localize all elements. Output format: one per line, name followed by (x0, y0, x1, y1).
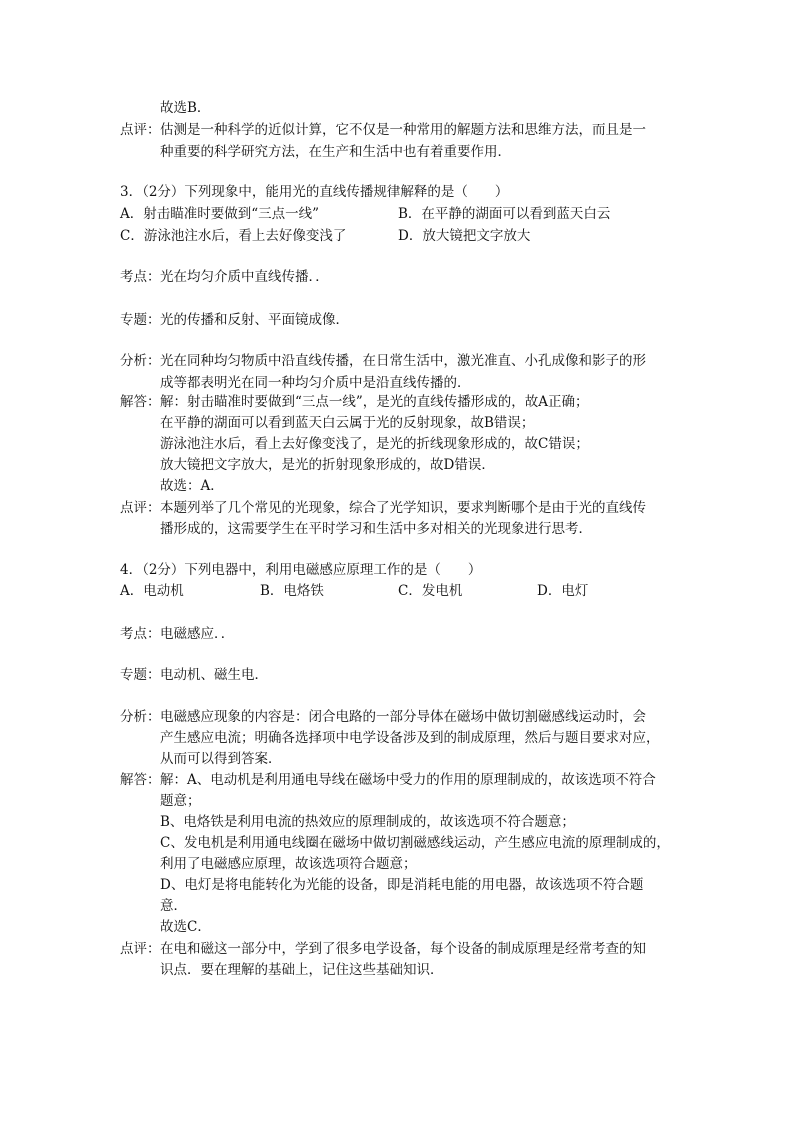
q3-option-d: D．放大镜把文字放大 (398, 228, 531, 244)
q3-fenxi-line-2: 成等都表明光在同一种均匀介质中是沿直线传播的． (160, 375, 471, 391)
q4-fenxi-line-2: 产生感应电流；明确各选择项中电学设备涉及到的制成原理，然后与题目要求对应， (160, 730, 660, 746)
q3-jieda-line-1: 解：射击瞄准时要做到“三点一线”，是光的直线传播形成的，故A正确； (160, 394, 589, 410)
q3-zhuanti-label: 专题： (120, 312, 161, 328)
prev-comment-line-1: 估测是一种科学的近似计算，它不仅是一种常用的解题方法和思维方法，而且是一 (160, 122, 646, 138)
q4-stem: 4．（2分）下列电器中，利用电磁感应原理工作的是（ ） (120, 562, 482, 578)
q3-fenxi-line-1: 光在同种均匀物质中沿直线传播，在日常生活中，激光准直、小孔成像和影子的形 (160, 353, 646, 369)
q3-jieda-line-3: 游泳池注水后，看上去好像变浅了，是光的折线现象形成的，故C错误； (160, 436, 589, 452)
q4-fenxi-line-3: 从而可以得到答案． (160, 751, 282, 767)
q3-kaodian-label: 考点： (120, 269, 161, 285)
q3-option-b: B．在平静的湖面可以看到蓝天白云 (398, 206, 611, 222)
prev-comment-label: 点评： (120, 122, 161, 138)
q4-jieda-line-1: 解：A、电动机是利用通电导线在磁场中受力的作用的原理制成的，故该选项不符合 (160, 772, 656, 788)
q3-jieda-line-2: 在平静的湖面可以看到蓝天白云属于光的反射现象，故B错误； (160, 415, 535, 431)
q4-jieda-line-3: B、电烙铁是利用电流的热效应的原理制成的，故该选项不符合题意； (160, 814, 575, 830)
q3-stem: 3．（2分）下列现象中，能用光的直线传播规律解释的是（ ） (120, 184, 509, 200)
q4-option-a: A．电动机 (120, 583, 184, 599)
q3-dianping-label: 点评： (120, 500, 161, 516)
q4-zhuanti: 电动机、磁生电． (160, 667, 268, 683)
q4-option-d: D．电灯 (537, 583, 589, 599)
q4-fenxi-line-1: 电磁感应现象的内容是：闭合电路的一部分导体在磁场中做切割磁感线运动时，会 (160, 709, 646, 725)
q3-jieda-line-5: 故选：A． (160, 478, 224, 494)
q4-jieda-line-5: 利用了电磁感应原理，故该选项符合题意； (160, 856, 417, 872)
q4-dianping-label: 点评： (120, 941, 161, 957)
q4-zhuanti-label: 专题： (120, 667, 161, 683)
q3-zhuanti: 光的传播和反射、平面镜成像． (160, 312, 349, 328)
q4-option-b: B．电烙铁 (260, 583, 324, 599)
prev-answer: 故选B． (160, 100, 211, 116)
q4-dianping-line-2: 识点．要在理解的基础上，记住这些基础知识． (160, 962, 444, 978)
q4-jieda-line-2: 题意； (160, 793, 201, 809)
q4-jieda-label: 解答： (120, 772, 161, 788)
q4-kaodian: 电磁感应．． (160, 626, 235, 642)
q3-kaodian: 光在均匀介质中直线传播．． (160, 269, 329, 285)
q4-jieda-line-4: C、发电机是利用通电线圈在磁场中做切割磁感线运动，产生感应电流的原理制成的， (160, 835, 670, 851)
q3-option-c: C．游泳池注水后，看上去好像变浅了 (120, 228, 347, 244)
q3-jieda-label: 解答： (120, 394, 161, 410)
q4-kaodian-label: 考点： (120, 626, 161, 642)
q3-fenxi-label: 分析： (120, 353, 161, 369)
q4-jieda-line-8: 故选C． (160, 919, 211, 935)
q3-dianping-line-2: 播形成的，这需要学生在平时学习和生活中多对相关的光现象进行思考． (160, 521, 592, 537)
q4-jieda-line-7: 意． (160, 898, 187, 914)
q4-option-c: C．发电机 (398, 583, 463, 599)
q4-dianping-line-1: 在电和磁这一部分中，学到了很多电学设备，每个设备的制成原理是经常考查的知 (160, 941, 646, 957)
q4-jieda-line-6: D、电灯是将电能转化为光能的设备，即是消耗电能的用电器，故该选项不符合题 (160, 877, 644, 893)
q3-dianping-line-1: 本题列举了几个常见的光现象，综合了光学知识，要求判断哪个是由于光的直线传 (160, 500, 646, 516)
q3-jieda-line-4: 放大镜把文字放大，是光的折射现象形成的，故D错误． (160, 457, 495, 473)
q4-fenxi-label: 分析： (120, 709, 161, 725)
prev-comment-line-2: 种重要的科学研究方法，在生产和生活中也有着重要作用． (160, 144, 511, 160)
q3-option-a: A．射击瞄准时要做到“三点一线” (120, 206, 320, 222)
